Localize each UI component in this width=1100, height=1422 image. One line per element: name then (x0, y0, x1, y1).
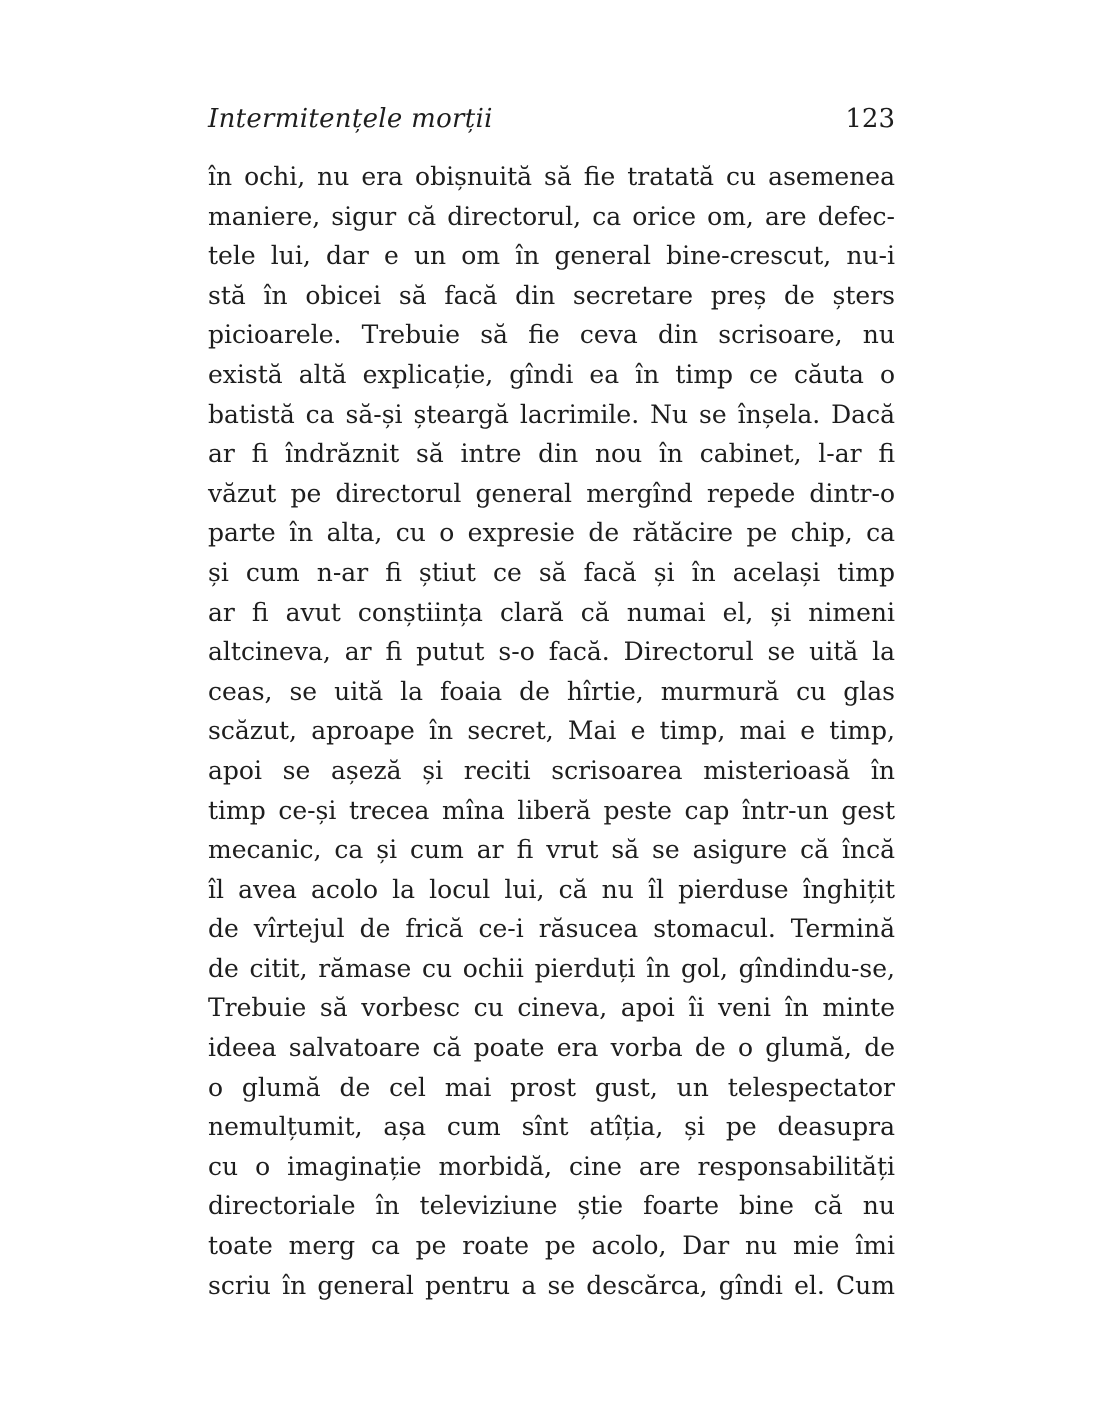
text-line: Trebuie să vorbesc cu cineva, apoi îi veni în minte (208, 993, 895, 1023)
text-line: îl avea acolo la locul lui, că nu îl pierduse înghițit (208, 874, 895, 904)
text-line: directoriale în televiziune știe foarte bine că nu (208, 1191, 895, 1221)
text-line: toate merg ca pe roate pe acolo, Dar nu mie îmi (208, 1231, 895, 1261)
text-line: de vîrtejul de frică ce-i răsucea stomacul. Termină (208, 914, 895, 944)
text-line: timp ce-și trecea mîna liberă peste cap într-un gest (208, 795, 895, 825)
text-line: o glumă de cel mai prost gust, un telespectator (208, 1072, 895, 1102)
text-line: cu o imaginație morbidă, cine are responsabilități (208, 1151, 895, 1181)
text-line: tele lui, dar e un om în general bine-crescut, nu-i (208, 241, 895, 271)
text-line: apoi se așeză și reciti scrisoarea misterioasă în (208, 755, 895, 785)
text-line: scriu în general pentru a se descărca, gîndi el. Cum (208, 1270, 895, 1300)
text-line: batistă ca să-și șteargă lacrimile. Nu se înșela. Dacă (208, 399, 895, 429)
text-line: picioarele. Trebuie să fie ceva din scrisoare, nu (208, 320, 895, 350)
text-line: există altă explicație, gîndi ea în timp ce căuta o (208, 359, 895, 389)
running-title: Intermitențele morții (208, 104, 493, 134)
text-line: ar fi avut conștiința clară că numai el, și nimeni (208, 597, 895, 627)
text-line: ideea salvatoare că poate era vorba de o glumă, de (208, 1033, 895, 1063)
text-line: de citit, rămase cu ochii pierduți în gol, gîndindu-se, (208, 953, 895, 983)
text-line: în ochi, nu era obișnuită să fie tratată cu asemenea (208, 162, 895, 191)
text-line: stă în obicei să facă din secretare preș de șters (208, 280, 895, 310)
page-header (208, 104, 895, 134)
page-number: 123 (845, 104, 895, 134)
text-line: maniere, sigur că directorul, ca orice om, are defec- (208, 201, 895, 231)
text-line: nemulțumit, așa cum sînt atîția, și pe deasupra (208, 1112, 895, 1142)
text-line: scăzut, aproape în secret, Mai e timp, mai e timp, (208, 716, 895, 746)
text-line: și cum n-ar fi știut ce să facă și în același timp (208, 557, 895, 587)
text-line: parte în alta, cu o expresie de rătăcire pe chip, ca (208, 518, 895, 548)
text-line: văzut pe directorul general mergînd repede dintr-o (208, 478, 895, 508)
text-line: ceas, se uită la foaia de hîrtie, murmură cu glas (208, 676, 895, 706)
text-line: ar fi îndrăznit să intre din nou în cabinet, l-ar fi (208, 439, 895, 469)
body-text (208, 157, 895, 1305)
text-line: mecanic, ca și cum ar fi vrut să se asigure că încă (208, 835, 895, 865)
text-line: altcineva, ar fi putut s-o facă. Directorul se uită la (208, 637, 895, 667)
